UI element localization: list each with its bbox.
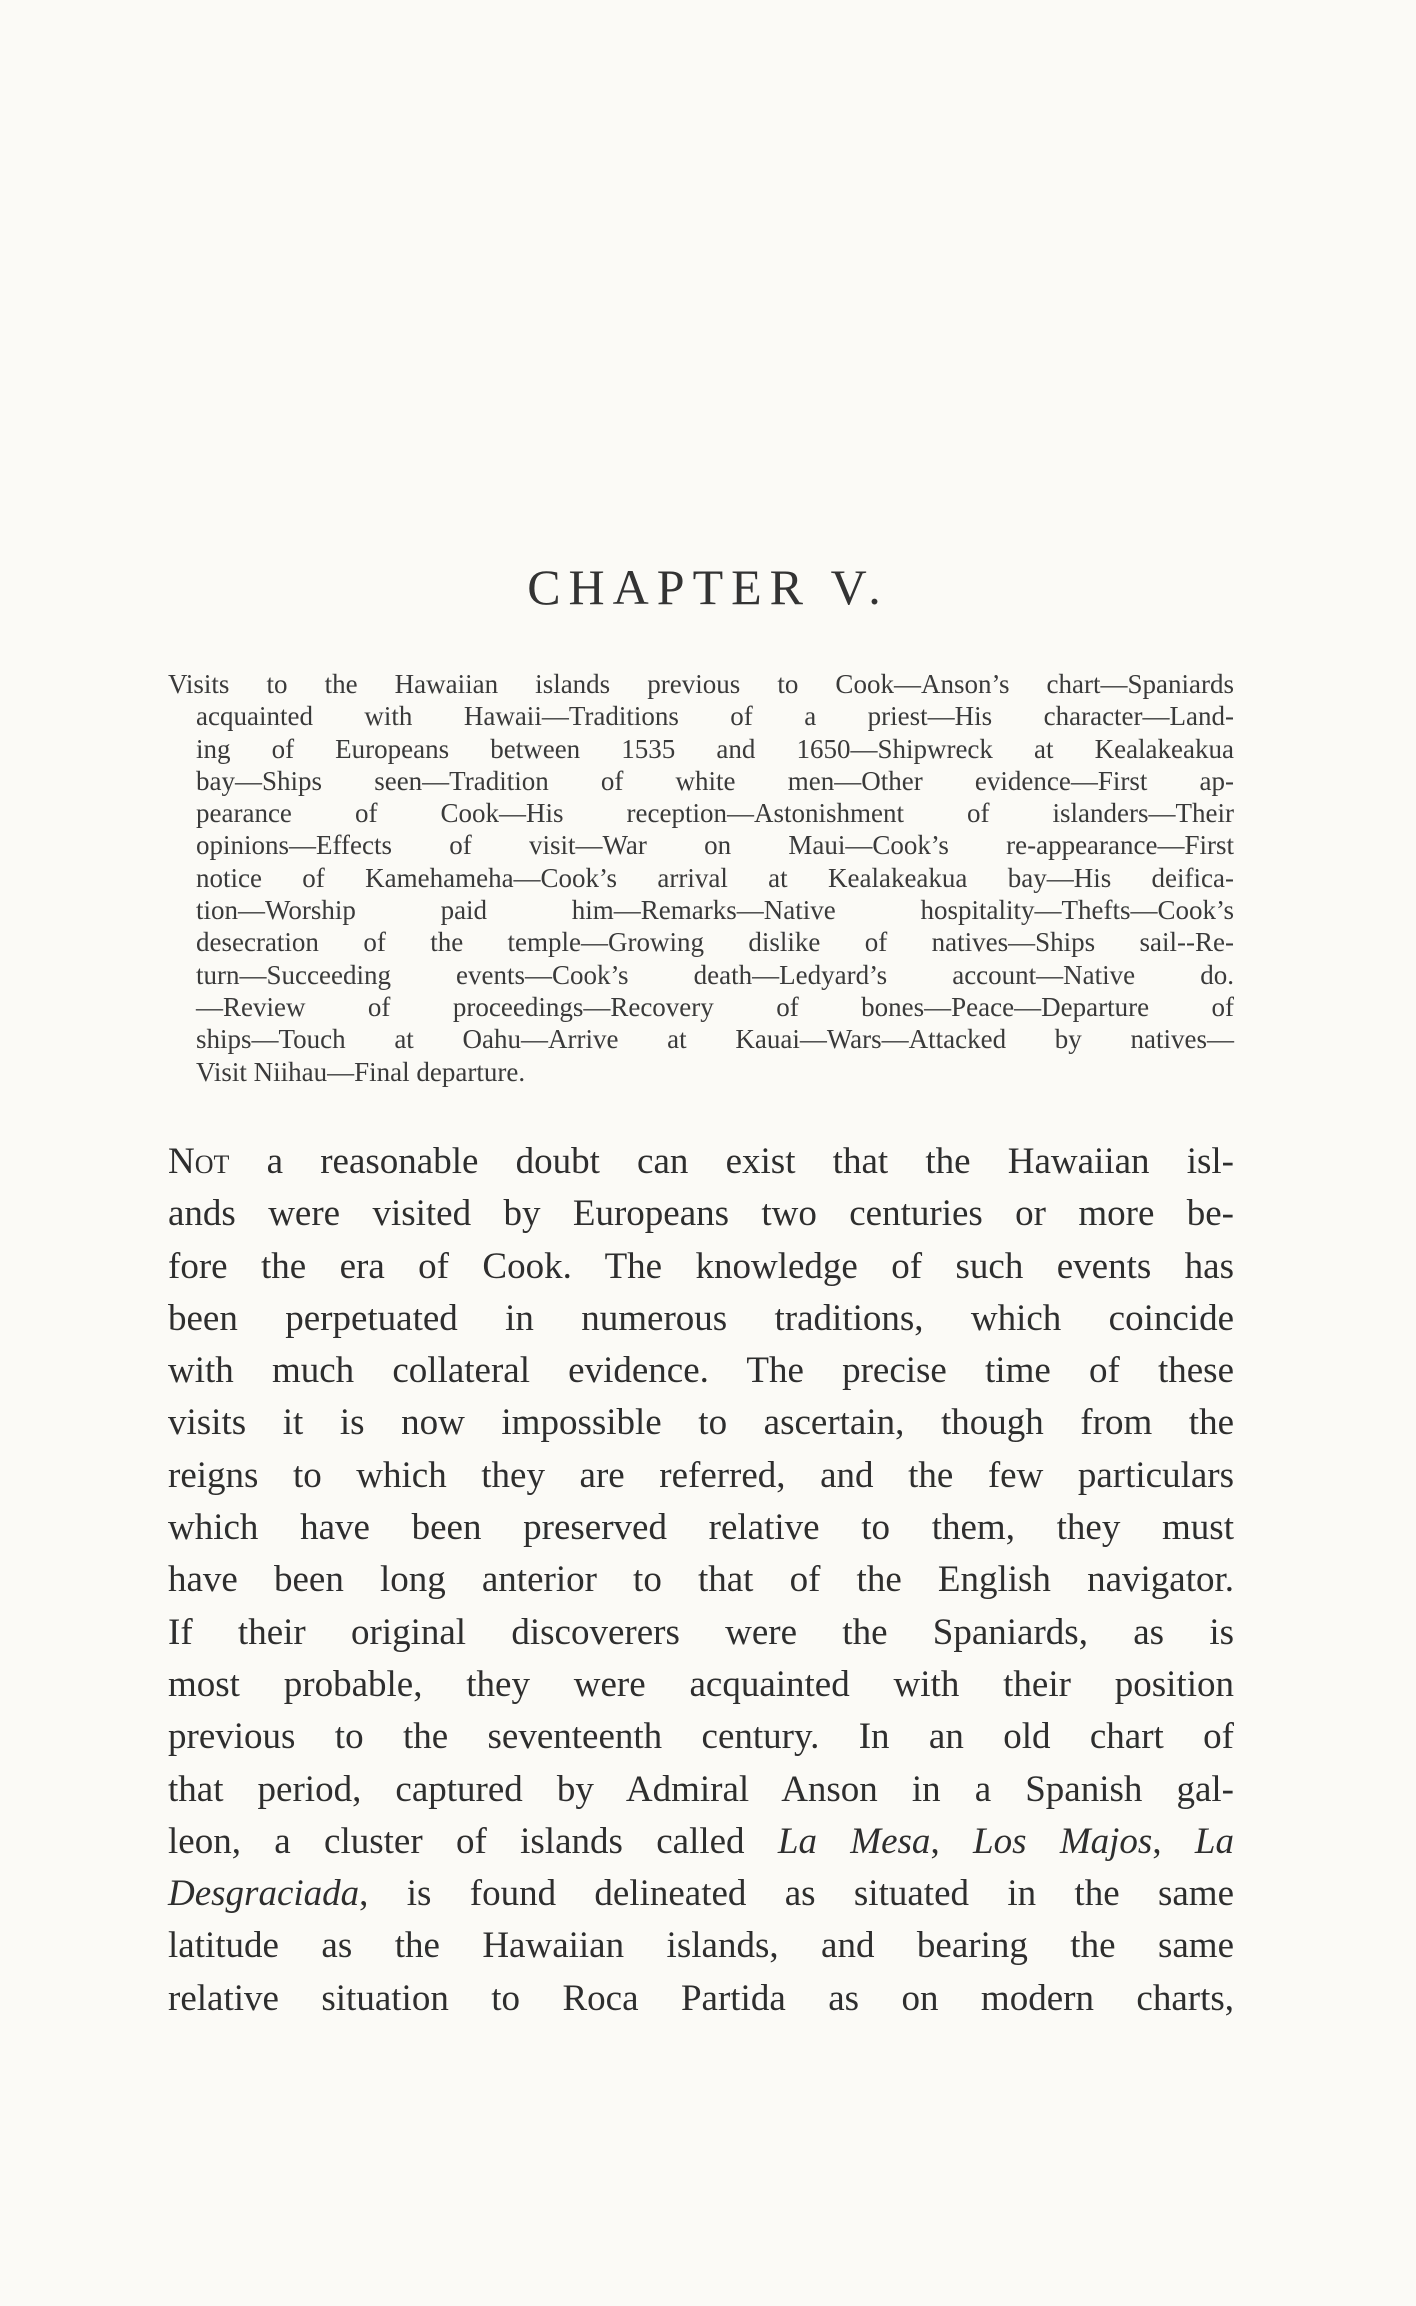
island-name-la-mesa: La Mesa (777, 1820, 931, 1862)
summary-line: turn—Succeeding events—Cook’s death—Ledyard’s account—Native do. (196, 959, 1234, 990)
body-line: fore the era of Cook. The knowledge of such events has (168, 1245, 1234, 1287)
summary-line: —Review of proceedings—Recovery of bones—Peace—Departure of (196, 991, 1234, 1022)
island-name-los-majos: Los Majos (973, 1820, 1153, 1862)
body-line (168, 1868, 1234, 1920)
body-line: latitude as the Hawaiian islands, and bearing the same (168, 1925, 1234, 1967)
summary-line: Visit Niihau—Final departure. (196, 1056, 526, 1087)
body-line-text: , (930, 1820, 974, 1862)
body-line (168, 1816, 1234, 1868)
summary-line: tion—Worship paid him—Remarks—Native hospitality—Thefts—Cook’s (196, 895, 1234, 926)
body-line-text: a reasonable doubt can exist that the Hawaiian isl- (229, 1141, 1234, 1182)
body-line-text: , is found delineated as situated in the same (359, 1873, 1234, 1915)
summary-line: pearance of Cook—His reception—Astonishment of islanders—Their (196, 798, 1234, 829)
body-line: have been long anterior to that of the English navigator. (168, 1559, 1234, 1601)
body-line: been perpetuated in numerous traditions, which coincide (168, 1297, 1234, 1339)
summary-line: ships—Touch at Oahu—Arrive at Kauai—Wars—Attacked by natives— (196, 1024, 1234, 1055)
body-paragraph (168, 1136, 1234, 2025)
summary-line: desecration of the temple—Growing dislike of natives—Ships sail--Re- (196, 927, 1234, 958)
summary-line: Visits to the Hawaiian islands previous to Cook—Anson’s chart—Spaniards (168, 669, 1234, 699)
body-line (168, 1136, 1234, 1188)
body-line: with much collateral evidence. The precise time of these (168, 1350, 1234, 1392)
island-name-la: La (1194, 1820, 1234, 1862)
island-name-desgraciada: Desgraciada (168, 1873, 360, 1915)
summary-line: ing of Europeans between 1535 and 1650—Shipwreck at Kealakeakua (196, 733, 1234, 764)
body-line: previous to the seventeenth century. In an old chart of (168, 1716, 1234, 1758)
body-line: reigns to which they are referred, and the few particulars (168, 1454, 1234, 1496)
body-line: If their original discoverers were the Spaniards, as is (168, 1611, 1234, 1653)
body-line: relative situation to Roca Partida as on modern charts, (168, 1977, 1234, 2019)
summary-line: notice of Kamehameha—Cook’s arrival at Kealakeakua bay—His deifica- (196, 862, 1234, 893)
summary-line: acquainted with Hawaii—Traditions of a priest—His character—Land- (196, 701, 1234, 732)
chapter-title: CHAPTER V. (527, 559, 889, 615)
body-line-text: , (1152, 1820, 1195, 1862)
body-line: which have been preserved relative to them, they must (168, 1507, 1234, 1549)
summary-line: bay—Ships seen—Tradition of white men—Other evidence—First ap- (196, 765, 1234, 796)
body-line: that period, captured by Admiral Anson in a Spanish gal- (168, 1768, 1234, 1810)
body-line: ands were visited by Europeans two centuries or more be- (168, 1193, 1234, 1235)
body-line: visits it is now impossible to ascertain, though from the (168, 1402, 1234, 1444)
body-line-text: leon, a cluster of islands called (168, 1820, 778, 1862)
chapter-summary (168, 668, 1234, 1088)
opening-word: Not (168, 1141, 230, 1182)
body-line: most probable, they were acquainted with their position (168, 1663, 1234, 1705)
summary-line: opinions—Effects of visit—War on Maui—Cook’s re-appearance—First (196, 830, 1234, 861)
